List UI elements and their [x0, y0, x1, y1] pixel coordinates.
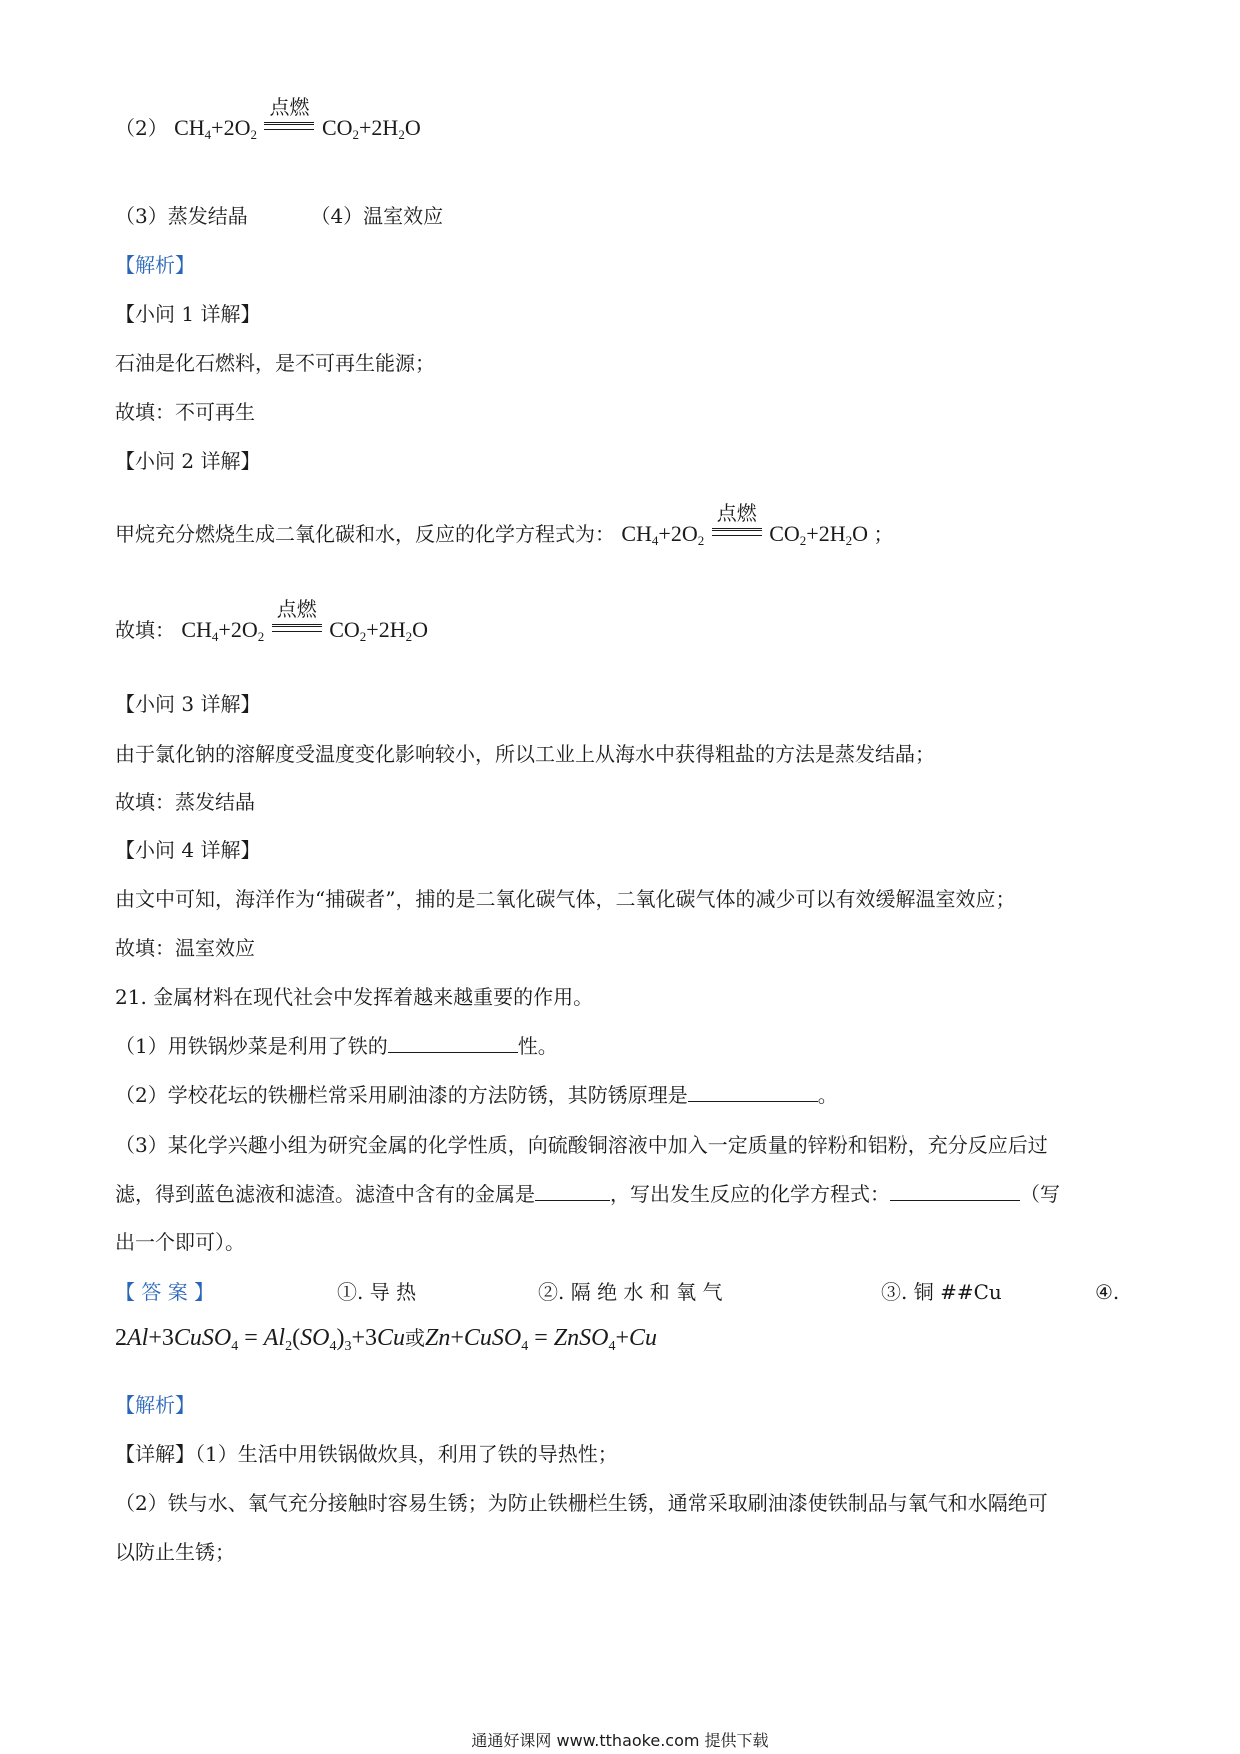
sub2-heading: 【小问 2 详解】 [115, 449, 261, 473]
q21-part3-line1: （3）某化学兴趣小组为研究金属的化学性质，向硫酸铜溶液中加入一定质量的锌粉和铝粉，充分反应后过 [115, 1133, 1048, 1157]
question-21-stem: 21. 金属材料在现代社会中发挥着越来越重要的作用。 [115, 985, 594, 1009]
answer-4: ④. [1095, 1280, 1120, 1304]
q21-detail-1: 【详解】（1）生活中用铁锅做炊具，利用了铁的导热性； [115, 1442, 618, 1466]
reaction-condition: 点燃 [264, 120, 314, 140]
answer-blank [535, 1180, 610, 1201]
answer-blank [688, 1081, 818, 1102]
methane-combustion-equation: $CH_4+2O_2$ 点燃 $CO_2+2H_2O$ [174, 94, 421, 142]
sub4-text: 由文中可知，海洋作为“捕碳者”，捕的是二氧化碳气体，二氧化碳气体的减少可以有效缓解温室效应； [115, 887, 1016, 911]
answer-2-label: （2） [115, 116, 168, 140]
sub2-fill-equation: $CH_4+2O_2$ 点燃 $CO_2+2H_2O$ [181, 596, 428, 644]
sub2-equation: $CH_4+2O_2$ 点燃 $CO_2+2H_2O$ [621, 500, 868, 548]
q21-analysis-heading: 【解析】 [115, 1393, 195, 1417]
sub1-heading: 【小问 1 详解】 [115, 302, 261, 326]
answer-blank [890, 1180, 1020, 1201]
q21-detail-2-line2: 以防止生锈； [115, 1540, 235, 1564]
sub1-fill: 故填：不可再生 [115, 400, 255, 424]
q21-detail-2-line1: （2）铁与水、氧气充分接触时容易生锈；为防止铁栅栏生锈，通常采取刷油漆使铁制品与氧气和水隔绝可 [115, 1491, 1048, 1515]
answer-1: ①. 导 热 [337, 1280, 417, 1304]
sub1-text: 石油是化石燃料，是不可再生能源； [115, 351, 435, 375]
answer-label: 【 答 案 】 [115, 1280, 215, 1304]
q21-part3-line2: 滤，得到蓝色滤液和滤渣。滤渣中含有的金属是 ，写出发生反应的化学方程式： （写 [115, 1182, 1060, 1206]
q21-answer-equation: 2Al+3CuSO$_4$ = $Al_2(SO_4)_3+3Cu$或Zn+CuSO$_4$ = ZnSO$_4$+Cu [115, 1325, 658, 1354]
answer-3: （3）蒸发结晶 [115, 204, 248, 228]
answer-blank [388, 1032, 518, 1053]
q21-part3-line3: 出一个即可）。 [115, 1230, 245, 1254]
sub2-fill-row [115, 596, 428, 644]
reaction-condition: 点燃 [712, 526, 762, 546]
q21-part1: （1）用铁锅炒菜是利用了铁的 性。 [115, 1034, 558, 1058]
sub4-heading: 【小问 4 详解】 [115, 838, 261, 862]
sub3-text: 由于氯化钠的溶解度受温度变化影响较小，所以工业上从海水中获得粗盐的方法是蒸发结晶； [115, 742, 935, 766]
sub3-heading: 【小问 3 详解】 [115, 692, 261, 716]
sub2-text: 甲烷充分燃烧生成二氧化碳和水，反应的化学方程式为： [115, 522, 615, 546]
answer-2-row [115, 94, 421, 142]
sub3-fill: 故填：蒸发结晶 [115, 790, 255, 814]
sub2-text-row: 甲烷充分燃烧生成二氧化碳和水，反应的化学方程式为： $CH_4+2O_2$ 点燃 $CO_2+2H_2O$ ； [115, 500, 894, 548]
sub2-fill: 故填： [115, 618, 175, 642]
analysis-heading: 【解析】 [115, 253, 195, 277]
answer-2: ②. 隔 绝 水 和 氧 气 [538, 1280, 723, 1304]
q21-part2: （2）学校花坛的铁栅栏常采用刷油漆的方法防锈，其防锈原理是 。 [115, 1083, 838, 1107]
answers-3-4-row [115, 202, 443, 230]
answer-3: ③. 铜 ##Cu [881, 1280, 1002, 1304]
sub4-fill: 故填：温室效应 [115, 936, 255, 960]
reaction-condition: 点燃 [272, 622, 322, 642]
page-footer: 通通好课网 www.tthaoke.com 提供下载 [471, 1731, 769, 1750]
answer-4: （4）温室效应 [310, 204, 444, 228]
